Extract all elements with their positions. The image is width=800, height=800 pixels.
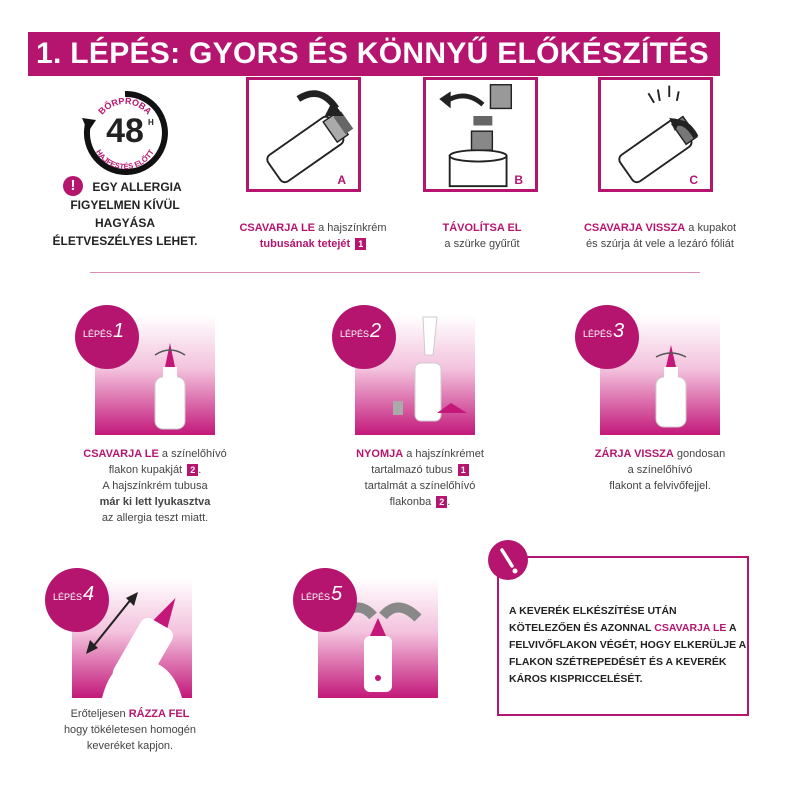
prep-letter-b: B bbox=[514, 173, 523, 187]
badge-top-text: BŐRPRÓBA bbox=[96, 95, 154, 117]
step-2-caption: NYOMJA a hajszínkrémet tartalmazó tubus 1 tartalmát a színelőhívó flakonba 2 . bbox=[356, 448, 484, 508]
prep-caption-b: TÁVOLÍTSA EL a szürke gyűrűt bbox=[442, 222, 522, 250]
section-divider bbox=[90, 272, 700, 273]
patch-test-badge bbox=[80, 88, 170, 178]
step-1-badge: LÉPÉS 1 bbox=[75, 305, 139, 369]
step-3-caption: ZÁRJA VISSZA gondosan a színelőhívó flakont a felvivőfejjel. bbox=[594, 448, 726, 492]
warning-text: A KEVERÉK ELKÉSZÍTÉSE UTÁN KÖTELEZŐEN ÉS AZONNAL CSAVARJA LE A FELVIVŐFLAKON VÉGÉT, HOGY ELKERÜLJE A FLAKON SZÉTREPEDÉSÉT ÉS A KEVERÉK KÁROS KISPRICCELÉSÉT. bbox=[509, 605, 746, 685]
step-4-badge: LÉPÉS 4 bbox=[45, 568, 109, 632]
allergy-warning: EGY ALLERGIA FIGYELMEN KÍVÜL HAGYÁSA ÉLETVESZÉLYES LEHET. bbox=[52, 180, 198, 248]
step-2-badge: LÉPÉS 2 bbox=[332, 305, 396, 369]
step-1-caption: CSAVARJA LE a színelőhívó flakon kupakját 2 . A hajszínkrém tubusa már ki lett lyukasztva az allergia teszt miatt. bbox=[83, 448, 227, 524]
badge-hours: 48 bbox=[106, 112, 144, 150]
exclamation-icon: ! bbox=[63, 176, 83, 196]
prep-letter-c: C bbox=[689, 173, 698, 187]
prep-image-c bbox=[598, 77, 713, 192]
step-5-badge: LÉPÉS 5 bbox=[293, 568, 357, 632]
badge-bottom-text: HAJFESTÉS ELŐTT bbox=[94, 147, 156, 172]
header-banner bbox=[28, 32, 720, 76]
badge-unit: H bbox=[148, 118, 154, 127]
prep-caption-a: CSAVARJA LE a hajszínkrém tubusának tetejét 1 bbox=[239, 222, 387, 250]
prep-image-b bbox=[423, 77, 538, 192]
prep-image-a bbox=[246, 77, 361, 192]
prep-letter-a: A bbox=[337, 173, 346, 187]
step-3-badge: LÉPÉS 3 bbox=[575, 305, 639, 369]
warning-box bbox=[497, 556, 749, 716]
prep-caption-c: CSAVARJA VISSZA a kupakot és szúrja át vele a lezáró fóliát bbox=[583, 222, 737, 250]
step-4-caption: Erőteljesen RÁZZA FEL hogy tökéletesen homogén keveréket kapjon. bbox=[63, 708, 197, 752]
warning-icon bbox=[488, 540, 528, 580]
exclamation-slash-icon bbox=[488, 540, 528, 580]
page-title: 1. LÉPÉS: GYORS ÉS KÖNNYŰ ELŐKÉSZÍTÉS bbox=[36, 37, 709, 70]
